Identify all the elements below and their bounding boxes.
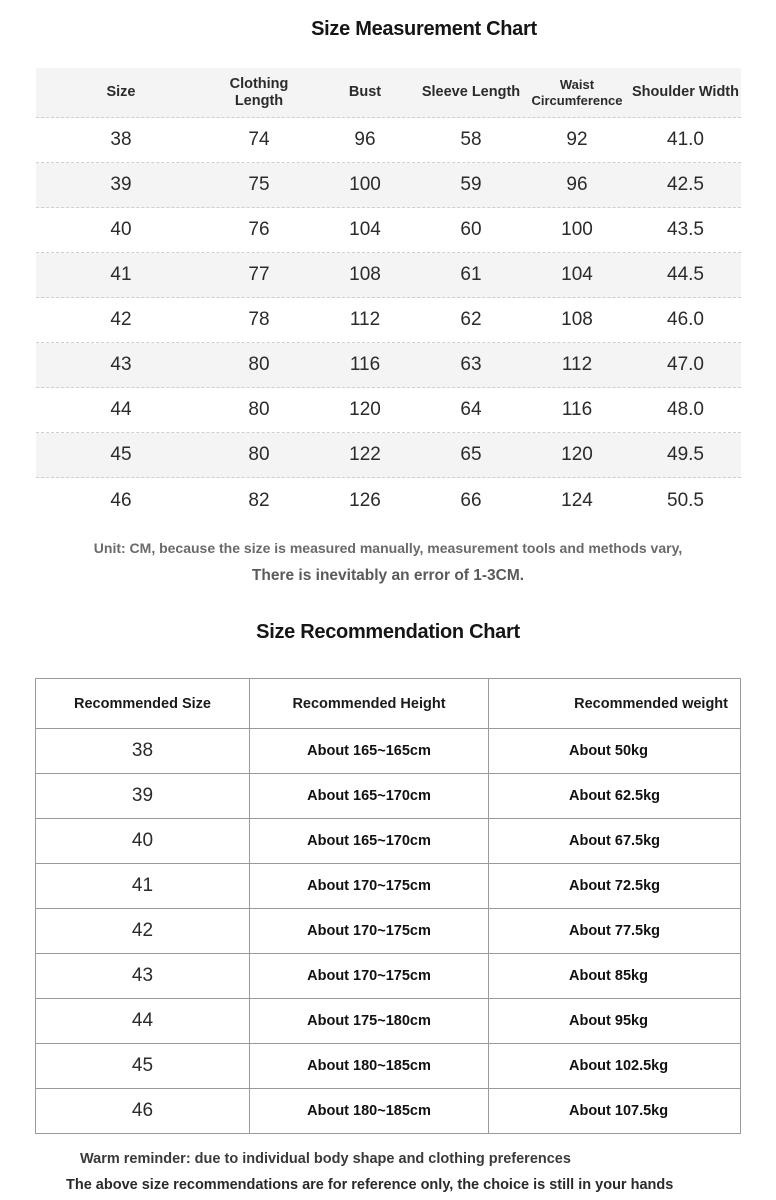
cell-shoulder-width: 49.5 [667,444,704,465]
cell-waist: 92 [566,129,588,150]
header-recommended-size: Recommended Size [36,679,250,729]
cell-clothing-length: 80 [248,399,270,420]
recommendation-chart-title: Size Recommendation Chart [256,621,520,643]
table-row [36,1089,741,1134]
cell-recommended-weight: About 107.5kg [489,1089,741,1134]
cell-bust: 100 [349,174,381,195]
table-row [36,343,741,388]
table-row [36,433,741,478]
cell-sleeve-length: 65 [460,444,482,465]
cell-bust: 126 [349,489,381,511]
cell-size: 42 [110,309,132,330]
cell-recommended-height: About 170~175cm [250,954,489,999]
table-row [36,118,741,163]
cell-recommended-weight: About 62.5kg [489,774,741,819]
cell-waist: 116 [561,399,593,420]
cell-size: 44 [110,399,132,420]
cell-sleeve-length: 59 [460,174,482,195]
cell-waist: 124 [561,489,593,511]
cell-recommended-height: About 165~165cm [250,729,489,774]
cell-shoulder-width: 47.0 [667,354,704,375]
cell-recommended-size: 38 [36,729,250,774]
table-row [36,729,741,774]
cell-recommended-height: About 170~175cm [250,864,489,909]
cell-recommended-height: About 165~170cm [250,819,489,864]
table-row [36,909,741,954]
cell-shoulder-width: 42.5 [667,174,704,195]
cell-sleeve-length: 60 [460,219,482,240]
reference-disclaimer: The above size recommendations are for reference only, the choice is still in your hands [66,1177,674,1193]
cell-size: 38 [110,129,132,150]
cell-clothing-length: 75 [248,174,270,195]
cell-recommended-size: 42 [36,909,250,954]
header-shoulder-width: Shoulder Width [632,84,739,100]
cell-recommended-size: 39 [36,774,250,819]
cell-clothing-length: 80 [248,354,270,375]
cell-recommended-weight: About 77.5kg [489,909,741,954]
cell-waist: 96 [566,174,588,195]
cell-recommended-height: About 180~185cm [250,1089,489,1134]
table-row [36,774,741,819]
header-recommended-weight: Recommended weight [489,679,741,729]
cell-bust: 122 [349,444,381,465]
cell-sleeve-length: 63 [460,354,482,375]
cell-clothing-length: 77 [248,264,270,285]
table-row [36,478,741,523]
cell-bust: 104 [349,219,381,240]
table-row [36,298,741,343]
cell-recommended-height: About 180~185cm [250,1044,489,1089]
cell-recommended-height: About 165~170cm [250,774,489,819]
cell-waist: 104 [561,264,593,285]
cell-size: 39 [110,174,132,195]
table-row [36,388,741,433]
cell-shoulder-width: 44.5 [667,264,704,285]
cell-clothing-length: 76 [248,219,270,240]
cell-bust: 108 [349,264,381,285]
cell-sleeve-length: 61 [460,264,482,285]
cell-shoulder-width: 46.0 [667,309,704,330]
cell-bust: 120 [349,399,381,420]
cell-size: 40 [110,219,132,240]
table-row [36,819,741,864]
cell-clothing-length: 82 [248,489,270,511]
cell-waist: 112 [561,354,593,375]
cell-sleeve-length: 66 [460,489,482,511]
header-clothing-length: Clothing Length [229,75,289,109]
warm-reminder: Warm reminder: due to individual body shape and clothing preferences [80,1151,571,1167]
table-row [36,208,741,253]
cell-recommended-weight: About 72.5kg [489,864,741,909]
cell-recommended-height: About 175~180cm [250,999,489,1044]
cell-bust: 112 [349,309,381,330]
error-note: There is inevitably an error of 1-3CM. [251,567,525,584]
table-header-row [36,679,741,729]
cell-clothing-length: 80 [248,444,270,465]
cell-sleeve-length: 64 [460,399,482,420]
unit-note: Unit: CM, because the size is measured manually, measurement tools and methods vary, [93,540,683,556]
cell-recommended-size: 44 [36,999,250,1044]
cell-clothing-length: 74 [248,129,270,150]
cell-size: 45 [110,444,132,465]
cell-recommended-weight: About 50kg [489,729,741,774]
cell-size: 46 [110,489,132,511]
cell-size: 43 [110,354,132,375]
cell-recommended-size: 41 [36,864,250,909]
cell-recommended-size: 40 [36,819,250,864]
cell-sleeve-length: 62 [460,309,482,330]
table-row [36,999,741,1044]
cell-waist: 120 [561,444,593,465]
size-recommendation-table [35,678,741,1134]
cell-bust: 116 [349,354,381,375]
header-recommended-height: Recommended Height [250,679,489,729]
cell-recommended-weight: About 102.5kg [489,1044,741,1089]
cell-recommended-height: About 170~175cm [250,909,489,954]
table-row [36,954,741,999]
cell-shoulder-width: 41.0 [667,129,704,150]
cell-bust: 96 [354,129,376,150]
header-sleeve-length: Sleeve Length [421,84,521,100]
table-row [36,1044,741,1089]
cell-recommended-weight: About 67.5kg [489,819,741,864]
header-size: Size [106,84,136,100]
table-row [36,163,741,208]
cell-shoulder-width: 50.5 [667,489,704,511]
cell-recommended-size: 45 [36,1044,250,1089]
cell-recommended-size: 46 [36,1089,250,1134]
cell-waist: 100 [561,219,593,240]
cell-recommended-size: 43 [36,954,250,999]
table-row [36,864,741,909]
header-bust: Bust [348,84,382,100]
header-waist-circumference: Waist Circumference [531,76,623,108]
size-measurement-table [36,68,741,523]
cell-shoulder-width: 48.0 [667,399,704,420]
cell-waist: 108 [561,309,593,330]
table-row [36,253,741,298]
cell-shoulder-width: 43.5 [667,219,704,240]
table-header-row [36,68,741,118]
cell-sleeve-length: 58 [460,129,482,150]
cell-recommended-weight: About 95kg [489,999,741,1044]
cell-size: 41 [110,264,132,285]
cell-clothing-length: 78 [248,309,270,330]
cell-recommended-weight: About 85kg [489,954,741,999]
measurement-chart-title: Size Measurement Chart [311,18,537,40]
